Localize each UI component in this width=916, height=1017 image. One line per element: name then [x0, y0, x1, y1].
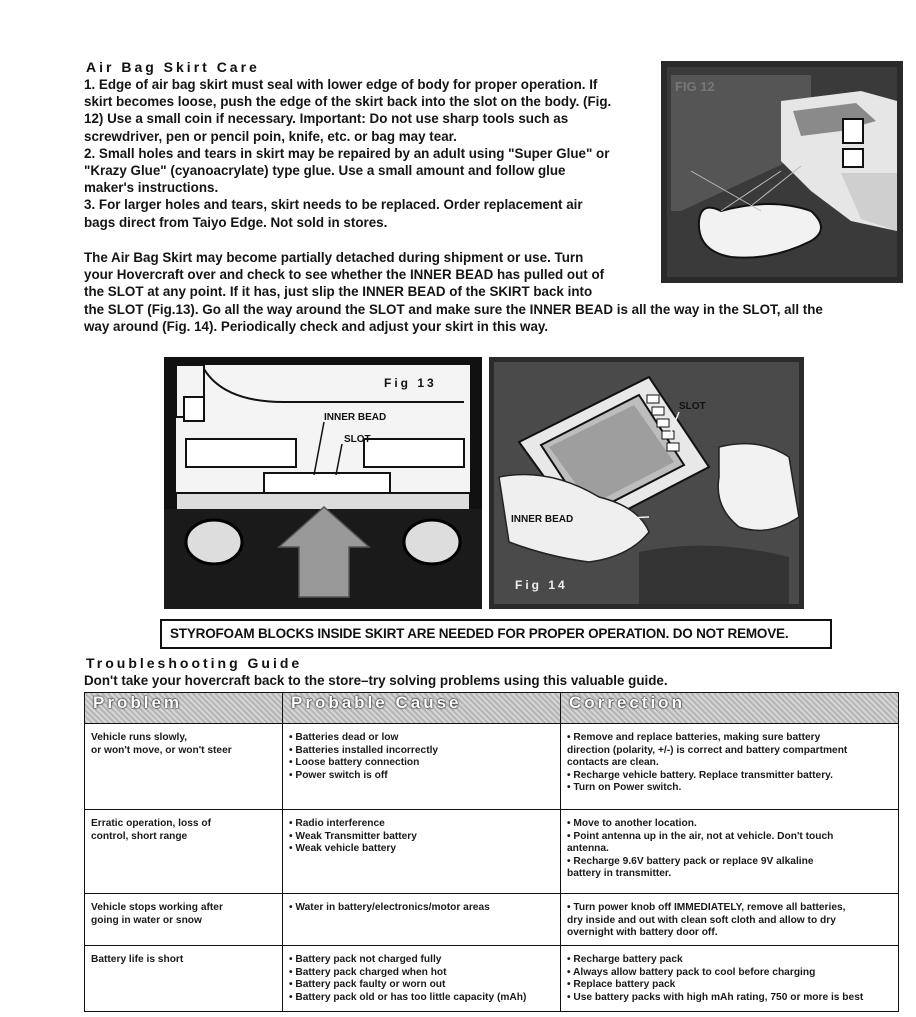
correction-cell: [561, 946, 899, 1012]
troubleshooting-subheading: Don't take your hovercraft back to the store–try solving problems using this valuable guide.: [84, 673, 668, 688]
text-line: 2. Small holes and tears in skirt may be repaired by an adult using "Super Glue" or: [84, 145, 610, 161]
text-line: way around (Fig. 14). Periodically check and adjust your skirt in this way.: [84, 318, 549, 334]
cell-line: antenna.: [567, 843, 609, 855]
figure-12-label: FIG 12: [675, 79, 715, 94]
column-header-correction: Correction: [561, 693, 899, 724]
text-line: 3. For larger holes and tears, skirt needs to be replaced. Order replacement air: [84, 197, 583, 213]
cell-line: overnight with battery door off.: [567, 927, 718, 939]
troubleshooting-table: [84, 692, 899, 1012]
cell-line: • Battery pack charged when hot: [289, 966, 447, 978]
table-row: [85, 810, 899, 894]
cell-line: Vehicle runs slowly,: [91, 732, 188, 743]
table-row: [85, 894, 899, 946]
cell-line: direction (polarity, +/-) is correct and battery compartment: [567, 744, 848, 756]
figure-13-inner-bead-label: INNER BEAD: [324, 412, 387, 423]
cell-line: • Power switch is off: [289, 769, 388, 781]
table-row: [85, 724, 899, 810]
cell-line: • Move to another location.: [567, 818, 697, 829]
figure-12-photo: [661, 61, 903, 283]
cell-line: • Water in battery/electronics/motor areas: [289, 902, 490, 913]
text-line: screwdriver, pen or pencil poin, knife, etc. or bag may tear.: [84, 128, 457, 144]
figure-13-slot-label: SLOT: [344, 434, 371, 445]
figure-14-inner-bead-label: INNER BEAD: [511, 514, 574, 525]
section-title-skirt-care: Air Bag Skirt Care: [86, 59, 260, 75]
text-line: 1. Edge of air bag skirt must seal with lower edge of body for proper operation. If: [84, 77, 598, 92]
correction-cell: [561, 894, 899, 946]
text-line: 12) Use a small coin if necessary. Important: Do not use sharp tools such as: [84, 111, 569, 127]
cell-line: • Turn on Power switch.: [567, 782, 682, 794]
figure-13-label: Fig 13: [384, 376, 437, 390]
cell-line: • Recharge vehicle battery. Replace transmitter battery.: [567, 769, 833, 781]
section-title-troubleshooting: Troubleshooting Guide: [86, 655, 303, 671]
cell-line: • Battery pack old or has too little capacity (mAh): [289, 991, 527, 1003]
skirt-care-text: [84, 76, 664, 231]
cell-line: • Radio interference: [289, 818, 385, 829]
cell-line: • Recharge 9.6V battery pack or replace 9V alkaline: [567, 855, 814, 867]
figure-13-diagram: [164, 357, 482, 609]
cell-line: control, short range: [91, 830, 188, 842]
cell-line: or won't move, or won't steer: [91, 744, 232, 756]
cell-line: going in water or snow: [91, 914, 202, 926]
cause-cell: [283, 810, 561, 894]
cell-line: • Remove and replace batteries, making sure battery: [567, 732, 821, 743]
table-row: [85, 946, 899, 1012]
figure-14-photo: [489, 357, 804, 609]
cell-line: Erratic operation, loss of: [91, 818, 212, 829]
cell-line: • Weak vehicle battery: [289, 843, 397, 855]
cell-line: • Weak Transmitter battery: [289, 830, 417, 842]
cause-cell: [283, 724, 561, 810]
column-header-problem: Problem: [85, 693, 283, 724]
problem-cell: [85, 946, 283, 1012]
text-line: The Air Bag Skirt may become partially detached during shipment or use. Turn: [84, 250, 584, 265]
cell-line: dry inside and out with clean soft cloth and allow to dry: [567, 914, 836, 926]
figure-14-label: Fig 14: [515, 578, 568, 592]
cause-cell: [283, 894, 561, 946]
cell-line: contacts are clean.: [567, 757, 659, 769]
text-line: the SLOT (Fig.13). Go all the way around the SLOT and make sure the INNER BEAD is all the way in the SLOT, all the: [84, 301, 823, 317]
text-line: bags direct from Taiyo Edge. Not sold in stores.: [84, 214, 388, 230]
cell-line: Vehicle stops working after: [91, 902, 223, 913]
cell-line: battery in transmitter.: [567, 868, 672, 880]
cell-line: • Loose battery connection: [289, 757, 420, 769]
table-header-row: [85, 693, 899, 724]
styrofoam-notice: STYROFOAM BLOCKS INSIDE SKIRT ARE NEEDED FOR PROPER OPERATION. DO NOT REMOVE.: [160, 619, 832, 649]
cell-line: • Always allow battery pack to cool before charging: [567, 966, 816, 978]
text-line: "Krazy Glue" (cyanoacrylate) type glue. Use a small amount and follow glue: [84, 163, 566, 179]
problem-cell: [85, 894, 283, 946]
cell-line: • Use battery packs with high mAh rating, 750 or more is best: [567, 991, 864, 1003]
cell-line: • Turn power knob off IMMEDIATELY, remove all batteries,: [567, 902, 846, 913]
text-line: skirt becomes loose, push the edge of the skirt back into the slot on the body. (Fig.: [84, 94, 612, 110]
text-line: the SLOT at any point. If it has, just slip the INNER BEAD of the SKIRT back into: [84, 284, 593, 300]
cell-line: • Point antenna up in the air, not at vehicle. Don't touch: [567, 830, 834, 842]
cell-line: • Batteries dead or low: [289, 732, 399, 743]
cause-cell: [283, 946, 561, 1012]
cell-line: • Batteries installed incorrectly: [289, 744, 439, 756]
cell-line: • Battery pack not charged fully: [289, 954, 442, 965]
cell-line: Battery life is short: [91, 954, 184, 965]
problem-cell: [85, 810, 283, 894]
problem-cell: [85, 724, 283, 810]
figure-14-slot-label: SLOT: [679, 401, 706, 412]
correction-cell: [561, 724, 899, 810]
cell-line: • Recharge battery pack: [567, 954, 683, 965]
text-line: maker's instructions.: [84, 180, 219, 196]
column-header-probable-cause: Probable Cause: [283, 693, 561, 724]
cell-line: • Replace battery pack: [567, 979, 676, 991]
cell-line: • Battery pack faulty or worn out: [289, 979, 446, 991]
correction-cell: [561, 810, 899, 894]
text-line: your Hovercraft over and check to see whether the INNER BEAD has pulled out of: [84, 267, 605, 283]
